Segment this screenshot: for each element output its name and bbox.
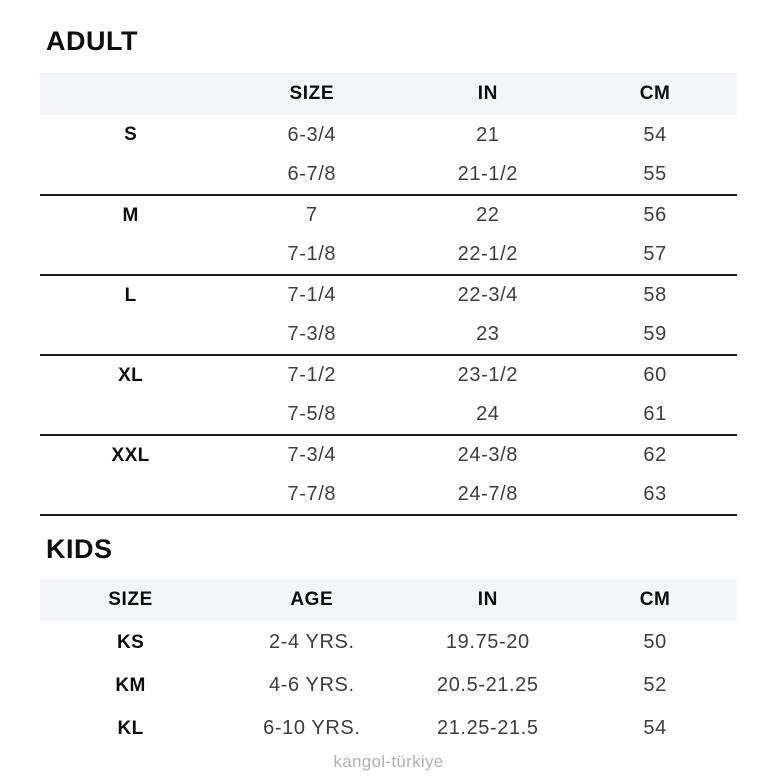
in-value: 22 — [476, 204, 500, 226]
table-row — [40, 115, 737, 155]
size-value: 6-3/4 — [287, 123, 337, 146]
adult-col-header-blank — [40, 73, 221, 115]
table-row — [40, 664, 737, 707]
size-label: M — [122, 204, 139, 226]
size-label: KM — [115, 674, 146, 696]
in-value: 22-3/4 — [457, 284, 518, 306]
size-label-empty — [40, 395, 221, 435]
cm-value: 56 — [643, 204, 667, 226]
table-row — [40, 195, 737, 235]
in-value: 19.75-20 — [445, 631, 530, 653]
cm-value: 57 — [643, 243, 667, 265]
kids-col-header-size: SIZE — [108, 589, 153, 610]
size-label-empty — [40, 475, 221, 515]
size-value: 6-7/8 — [287, 163, 337, 185]
kids-size-table — [40, 579, 737, 750]
size-value: 7 — [305, 204, 318, 226]
cm-value: 63 — [643, 483, 667, 505]
in-value: 24-3/8 — [457, 444, 518, 466]
cm-value: 62 — [643, 444, 667, 466]
in-value: 22-1/2 — [457, 243, 518, 265]
adult-size-group-s — [40, 115, 737, 195]
table-row — [40, 395, 737, 435]
cm-value: 61 — [643, 403, 667, 425]
size-label-empty — [40, 235, 221, 275]
size-value: 7-7/8 — [287, 483, 337, 505]
table-row — [40, 235, 737, 275]
adult-col-header-in: IN — [477, 83, 498, 104]
size-label: L — [124, 284, 137, 306]
cm-value: 52 — [643, 674, 667, 696]
adult-col-header-size: SIZE — [289, 83, 335, 104]
adult-col-header-cm: CM — [639, 83, 671, 104]
kids-section-heading: KIDS — [46, 534, 113, 564]
age-value: 4-6 YRS. — [269, 674, 355, 696]
cm-value: 60 — [643, 364, 667, 386]
size-value: 7-1/8 — [287, 243, 337, 265]
size-label: XXL — [111, 444, 150, 466]
adult-size-group-l — [40, 275, 737, 355]
table-row — [40, 435, 737, 475]
cm-value: 58 — [643, 284, 667, 306]
adult-table-header-row — [40, 73, 737, 115]
in-value: 24 — [476, 403, 500, 425]
size-value: 7-5/8 — [287, 403, 337, 425]
in-value: 21-1/2 — [457, 163, 518, 185]
in-value: 24-7/8 — [457, 483, 518, 505]
size-label: S — [124, 124, 138, 145]
cm-value: 54 — [643, 123, 667, 146]
table-row — [40, 315, 737, 355]
in-value: 21.25-21.5 — [436, 717, 539, 739]
size-label: KS — [117, 631, 145, 653]
table-row — [40, 155, 737, 195]
adult-size-group-xl — [40, 355, 737, 435]
cm-value: 55 — [643, 163, 667, 185]
cm-value: 54 — [643, 717, 667, 739]
footer-brand-text: kangol-türkiye — [333, 752, 444, 771]
size-value: 7-1/2 — [287, 364, 337, 386]
kids-col-header-cm: CM — [639, 589, 671, 610]
kids-col-header-in: IN — [477, 589, 498, 610]
table-row — [40, 475, 737, 515]
cm-value: 59 — [643, 323, 667, 345]
adult-section-heading: ADULT — [46, 26, 138, 56]
in-value: 20.5-21.25 — [436, 674, 539, 696]
adult-size-table — [40, 73, 737, 516]
adult-size-group-m — [40, 195, 737, 275]
adult-size-group-xxl — [40, 435, 737, 515]
size-label: KL — [117, 717, 144, 739]
kids-table-header-row — [40, 579, 737, 621]
size-value: 7-3/4 — [287, 444, 337, 466]
size-value: 7-1/4 — [287, 284, 337, 306]
table-row — [40, 707, 737, 750]
table-row — [40, 621, 737, 664]
in-value: 23-1/2 — [457, 364, 518, 386]
in-value: 23 — [476, 323, 500, 345]
size-label: XL — [118, 364, 144, 386]
table-row — [40, 275, 737, 315]
size-label-empty — [40, 315, 221, 355]
age-value: 6-10 YRS. — [263, 717, 361, 739]
kids-col-header-age: AGE — [290, 589, 334, 610]
in-value: 21 — [476, 123, 500, 146]
table-row — [40, 355, 737, 395]
cm-value: 50 — [643, 631, 667, 653]
size-label-empty — [40, 155, 221, 195]
size-value: 7-3/8 — [287, 323, 337, 345]
age-value: 2-4 YRS. — [269, 631, 355, 653]
